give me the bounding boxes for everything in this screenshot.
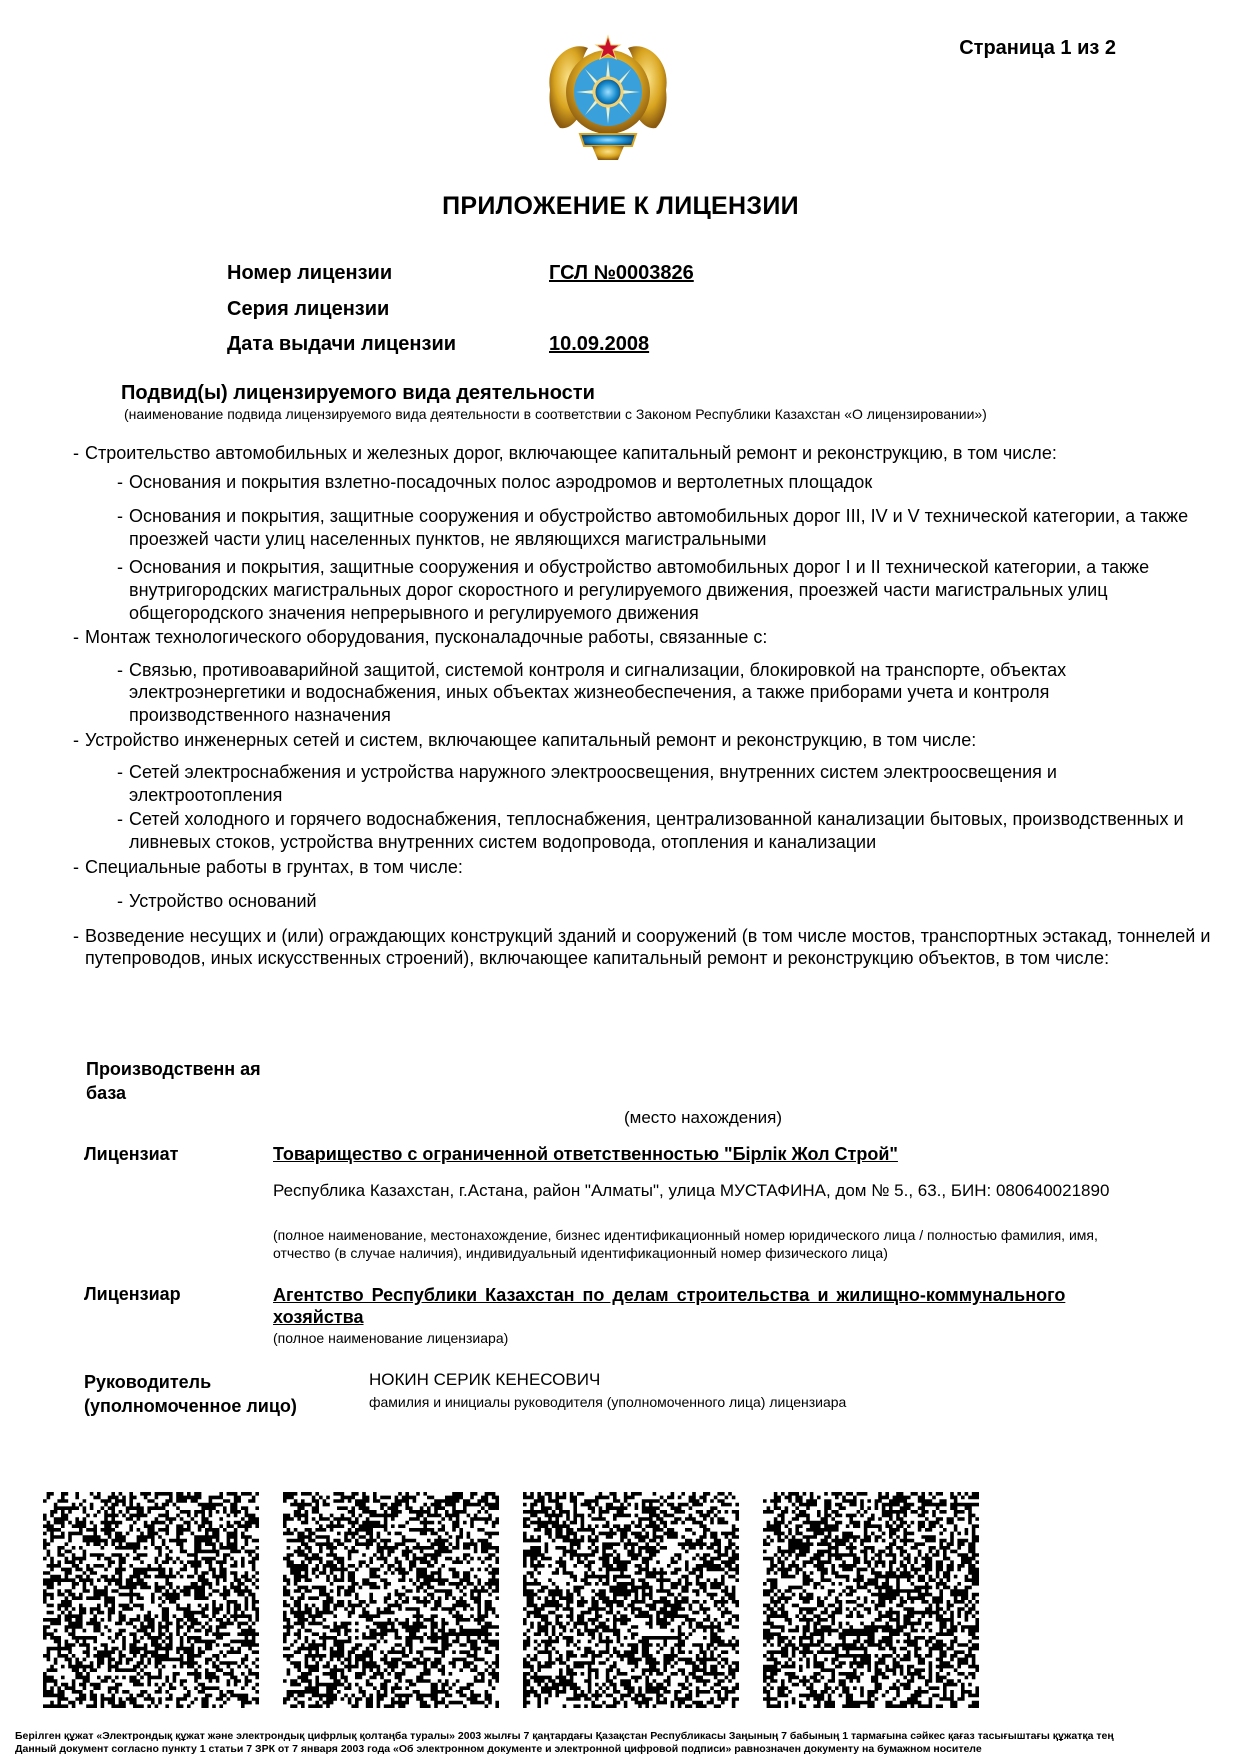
activity-item-text: Специальные работы в грунтах, в том числе: <box>85 856 463 877</box>
production-base-label: Производственн ая база <box>86 1059 261 1103</box>
activity-subitem-text: Устройство оснований <box>129 891 317 912</box>
footer-line-kz: Берілген құжат «Электрондық құжат және электрондық цифрлық қолтаңба туралы» 2003 жылғы 7 қаңтардағы Қазақстан Республикасы Заңының 7 бабының 1 тармағына сәйкес қағаз тасығыштағы құжатқа тең <box>15 1730 1114 1742</box>
licensee-label: Лицензиат <box>84 1144 179 1164</box>
activity-section-note: (наименование подвида лицензируемого вида деятельности в соответствии с Законом Республики Казахстан «О лицензировании») <box>124 406 987 422</box>
qr-code-3 <box>523 1492 739 1708</box>
footer-legal-note <box>15 1730 1225 1756</box>
dash-marker: - <box>117 891 123 912</box>
license-date-value: 10.09.2008 <box>549 333 650 355</box>
activity-subitem <box>73 808 1213 853</box>
activity-item <box>73 626 1213 649</box>
activity-subitem <box>73 471 1213 494</box>
activity-subitem <box>73 659 1213 727</box>
activity-item-text: Устройство инженерных сетей и систем, включающее капитальный ремонт и реконструкцию, в том числе: <box>85 729 977 750</box>
qr-code-4 <box>763 1492 979 1708</box>
activity-subitem <box>73 556 1213 624</box>
dash-marker: - <box>117 557 123 578</box>
licensee-address: Республика Казахстан, г.Астана, район "Алматы", улица МУСТАФИНА, дом № 5., 63., БИН: 080640021890 <box>273 1181 1110 1200</box>
license-series-label: Серия лицензии <box>227 298 390 320</box>
footer-line-ru: Данный документ согласно пункту 1 статьи 7 ЗРК от 7 января 2003 года «Об электронном документе и электронной цифровой подписи» равнозначен документу на бумажном носителе <box>15 1743 982 1755</box>
activity-item-text: Монтаж технологического оборудования, пусконаладочные работы, связанные с: <box>85 627 768 648</box>
dash-marker: - <box>73 729 79 750</box>
head-label: Руководитель (уполномоченное лицо) <box>84 1372 297 1416</box>
activity-subitem <box>73 505 1213 550</box>
activity-item <box>73 442 1213 465</box>
activity-subitem-text: Основания и покрытия взлетно-посадочных полос аэродромов и вертолетных площадок <box>129 471 873 492</box>
activity-subitem-text: Сетей электроснабжения и устройства наружного электроосвещения, внутренних систем электроосвещения и электроотопления <box>129 762 1057 805</box>
activity-subitem-text: Сетей холодного и горячего водоснабжения, теплоснабжения, централизованной канализации бытовых, производственных и ливневых стоков, устройства внутренних систем водопровода, отопления и канализации <box>129 809 1184 852</box>
dash-marker: - <box>73 443 79 463</box>
activity-subitem-text: Связью, противоаварийной защитой, системой контроля и сигнализации, блокировкой на транспорте, объектах электроэнергетики и водоснабжения, иных объектах жизнеобеспечения, а также приборами учета и контроля производственного назначения <box>129 659 1067 725</box>
activity-list <box>73 442 1213 970</box>
page-counter: Страница 1 из 2 <box>959 37 1116 59</box>
dash-marker: - <box>73 925 79 946</box>
licensor-note: (полное наименование лицензиара) <box>273 1330 509 1346</box>
head-note: фамилия и инициалы руководителя (уполномоченного лица) лицензиара <box>369 1394 847 1410</box>
activity-item <box>73 925 1213 970</box>
activity-item-text: Возведение несущих и (или) ограждающих конструкций зданий и сооружений (в том числе мостов, транспортных эстакад, тоннелей и путепроводов, иных искусственных строений), включающее капитальный ремонт и реконструкцию объектов, в том числе: <box>85 925 1211 969</box>
activity-subitem-text: Основания и покрытия, защитные сооружения и обустройство автомобильных дорог III, IV и V технической категории, а также проезжей части улиц населенных пунктов, не являющихся магистральными <box>129 506 1189 549</box>
dash-marker: - <box>117 809 123 830</box>
license-date-label: Дата выдачи лицензии <box>227 333 457 355</box>
dash-marker: - <box>117 471 123 492</box>
license-number-value: ГСЛ №0003826 <box>549 262 694 284</box>
dash-marker: - <box>73 627 79 648</box>
licensor-label: Лицензиар <box>84 1284 181 1304</box>
qr-code-2 <box>283 1492 499 1708</box>
dash-marker: - <box>73 856 79 877</box>
activity-item <box>73 856 1213 879</box>
activity-section-title: Подвид(ы) лицензируемого вида деятельности <box>121 382 595 404</box>
activity-subitem <box>73 761 1213 806</box>
dash-marker: - <box>117 762 123 783</box>
license-number-label: Номер лицензии <box>227 262 393 284</box>
activity-subitem <box>73 890 1213 913</box>
licensee-note: (полное наименование, местонахождение, бизнес идентификационный номер юридического лица / полностью фамилия, имя, отчество (в случае наличия), индивидуальный идентификационный номер физического лица) <box>273 1227 1098 1261</box>
qr-code-1 <box>43 1492 259 1708</box>
dash-marker: - <box>117 659 123 680</box>
activity-item-text: Строительство автомобильных и железных дорог, включающее капитальный ремонт и реконструкцию, в том числе: <box>85 443 1057 463</box>
document-title: ПРИЛОЖЕНИЕ К ЛИЦЕНЗИИ <box>442 192 799 220</box>
activity-subitem-text: Основания и покрытия, защитные сооружения и обустройство автомобильных дорог I и II технической категории, а также внутригородских магистральных дорог скоростного и регулируемого движения, проезжей части магистральных улиц общегородского значения непрерывного и регулируемого движения <box>129 557 1150 623</box>
activity-item <box>73 729 1213 752</box>
location-note: (место нахождения) <box>624 1108 782 1127</box>
dash-marker: - <box>117 506 123 527</box>
state-emblem-icon <box>540 30 676 162</box>
head-name: НОКИН СЕРИК КЕНЕСОВИЧ <box>369 1370 601 1389</box>
licensee-name: Товарищество с ограниченной ответственностью "Бірлік Жол Строй" <box>273 1144 898 1164</box>
licensor-name: Агентство Республики Казахстан по делам строительства и жилищно-коммунального хозяйства <box>273 1285 1066 1327</box>
